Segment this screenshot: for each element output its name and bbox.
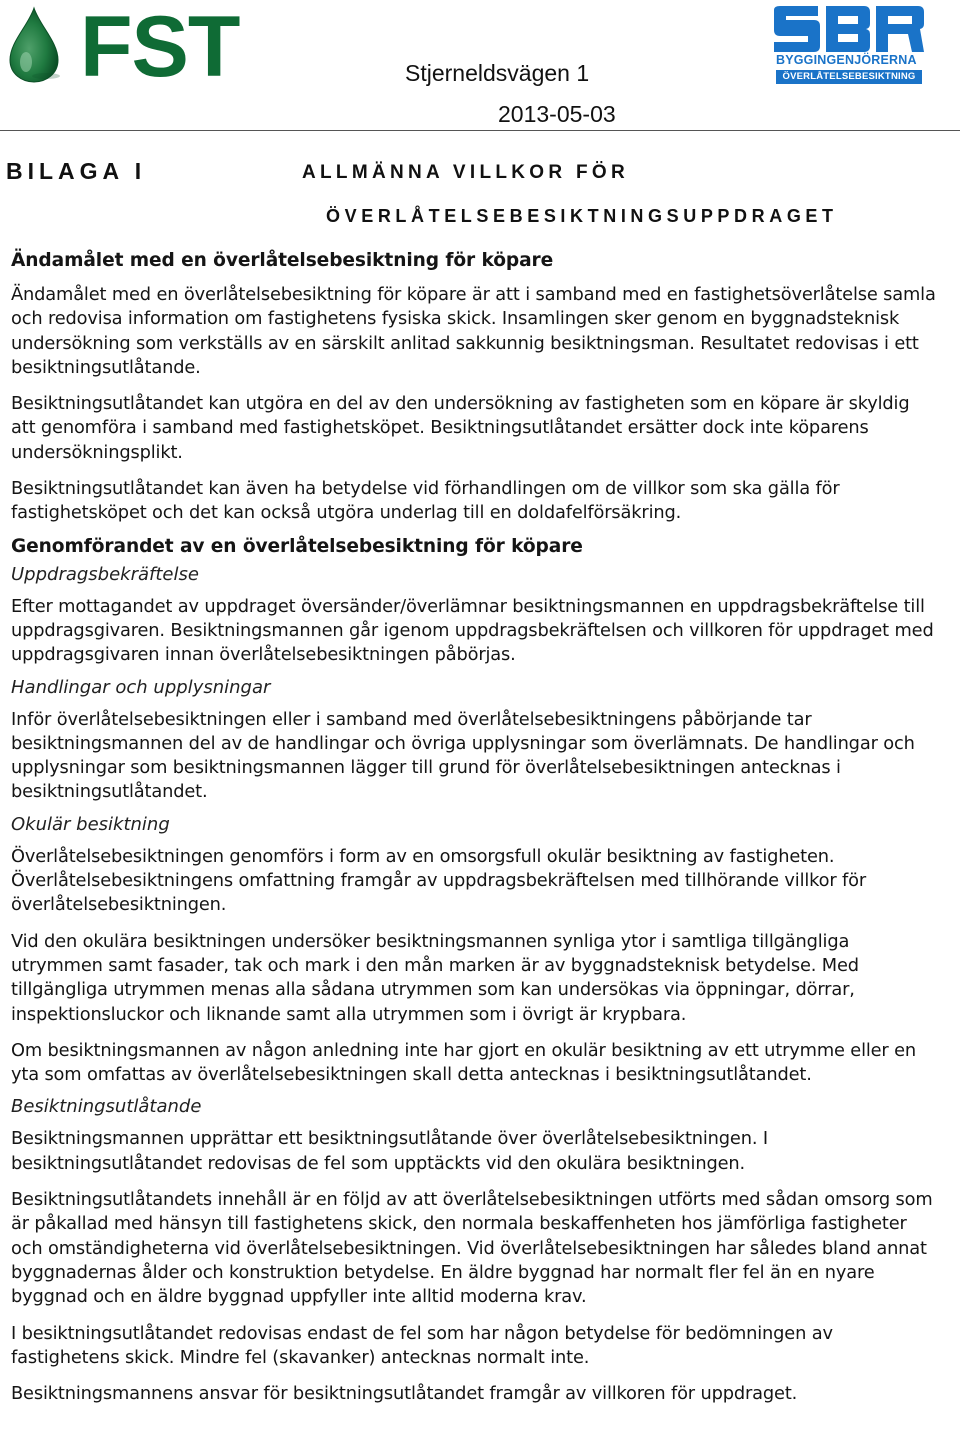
subsection-heading: Uppdragsbekräftelse	[11, 563, 199, 585]
page-header	[0, 0, 960, 132]
document-body	[11, 246, 936, 1406]
document-title-line2: ÖVERLÅTELSEBESIKTNINGSUPPDRAGET	[326, 206, 838, 226]
header-divider	[0, 130, 960, 131]
paragraph: Besiktningsutlåtandet kan utgöra en del av den undersökning av fastigheten som en köpare är skyldig att genomföra i samband med fastighetsköpet. Besiktningsutlåtandet ersätter dock inte köparens undersökningsplikt.	[11, 393, 910, 463]
paragraph: Besiktningsutlåtandet kan även ha betydelse vid förhandlingen om de villkor som ska gälla för fastighetsköpet och det kan också utgöra underlag till en doldafelförsäkring.	[11, 478, 840, 524]
subsection-heading: Okulär besiktning	[11, 813, 170, 835]
paragraph: Efter mottagandet av uppdraget översänder/överlämnar besiktningsmannen en uppdragsbekräftelse till uppdragsgivaren. Besiktningsmannen går igenom uppdragsbekräftelsen och villkoren för uppdraget med uppdragsgivaren innan överlåtelsebesiktningen påbörjas.	[11, 595, 934, 666]
paragraph: I besiktningsutlåtandet redovisas endast de fel som har någon betydelse för bedömningen av fastighetens skick. Mindre fel (skavanker) antecknas normalt inte.	[11, 1322, 833, 1368]
paragraph: Vid den okulära besiktningen undersöker besiktningsmannen synliga ytor i samtliga tillgängliga utrymmen samt fasader, tak och mark i den mån marken är av byggnadsteknisk betydelse. Med tillgängliga utrymmen menas alla sådana utrymmen som kan undersökas via öppningar, dörrar, inspektionsluckor och liknande samt alla utrymmen som i övrigt är krypbara.	[11, 930, 859, 1025]
document-date: 2013-05-03	[498, 101, 616, 127]
appendix-label: BILAGA I	[6, 158, 147, 184]
fst-logo	[6, 0, 272, 95]
sbr-logo-name: BYGGINGENJÖRERNA	[776, 53, 917, 67]
paragraph: Överlåtelsebesiktningen genomförs i form av en omsorgsfull okulär besiktning av fastigheten. Överlåtelsebesiktningens omfattning framgår av uppdragsbekräftelsen med tillhörande villkor för överlåtelsebesiktningen.	[11, 845, 867, 916]
paragraph: Inför överlåtelsebesiktningen eller i samband med överlåtelsebesiktningens påbörjande tar besiktningsmannen del av de handlingar och övriga upplysningar som överlämnats. De handlingar och upplysningar som besiktningsmannen lägger till grund för överlåtelsebesiktningen antecknas i besiktningsutlåtandet.	[11, 708, 915, 803]
paragraph: Om besiktningsmannen av någon anledning inte har gjort en okulär besiktning av ett utrymme eller en yta som omfattas av överlåtelsebesiktningen skall detta antecknas i besiktningsutlåtandet.	[11, 1039, 917, 1086]
section-heading: Ändamålet med en överlåtelsebesiktning för köpare	[11, 250, 554, 271]
fst-logo-text: FST	[80, 0, 240, 95]
subsection-heading: Handlingar och upplysningar	[11, 676, 271, 698]
address: Stjerneldsvägen 1	[405, 60, 590, 86]
paragraph: Besiktningsmannens ansvar för besiktningsutlåtandet framgår av villkoren för uppdraget.	[11, 1383, 798, 1405]
sbr-logo	[774, 6, 924, 84]
subsection-heading: Besiktningsutlåtande	[11, 1096, 202, 1118]
paragraph: Ändamålet med en överlåtelsebesiktning för köpare är att i samband med en fastighetsöverlåtelse samla och redovisa information om fastighetens fysiska skick. Insamlingen sker genom en byggnadsteknisk undersökning som verkställs av en särskilt anlitad sakkunnig besiktningsman. Resultatet redovisas i ett besiktningsutlåtande.	[11, 284, 936, 378]
document-title-line1: ALLMÄNNA VILLKOR FÖR	[302, 162, 629, 183]
sbr-logo-subtitle: ÖVERLÅTELSEBESIKTNING	[776, 70, 922, 84]
paragraph: Besiktningsmannen upprättar ett besiktningsutlåtande över överlåtelsebesiktningen. I besiktningsutlåtandet redovisas de fel som upptäckts vid den okulära besiktningen.	[11, 1128, 768, 1174]
sbr-logo-icon	[774, 6, 924, 52]
paragraph: Besiktningsutlåtandets innehåll är en följd av att överlåtelsebesiktningen utförts med sådan omsorg som är påkallad med hänsyn till fastighetens skick, den normala beskaffenheten hos jämförliga fastigheter och omständigheterna vid överlåtelsebesiktningen. Vid överlåtelsebesiktningen har således bland annat byggnadernas ålder och konstruktion betydelse. En äldre byggnad har normalt fler fel än en nyare byggnad och en äldre byggnad uppfyller inte alltid moderna krav.	[11, 1189, 933, 1308]
water-drop-icon	[6, 4, 76, 84]
section-heading: Genomförandet av en överlåtelsebesiktning för köpare	[11, 535, 583, 557]
